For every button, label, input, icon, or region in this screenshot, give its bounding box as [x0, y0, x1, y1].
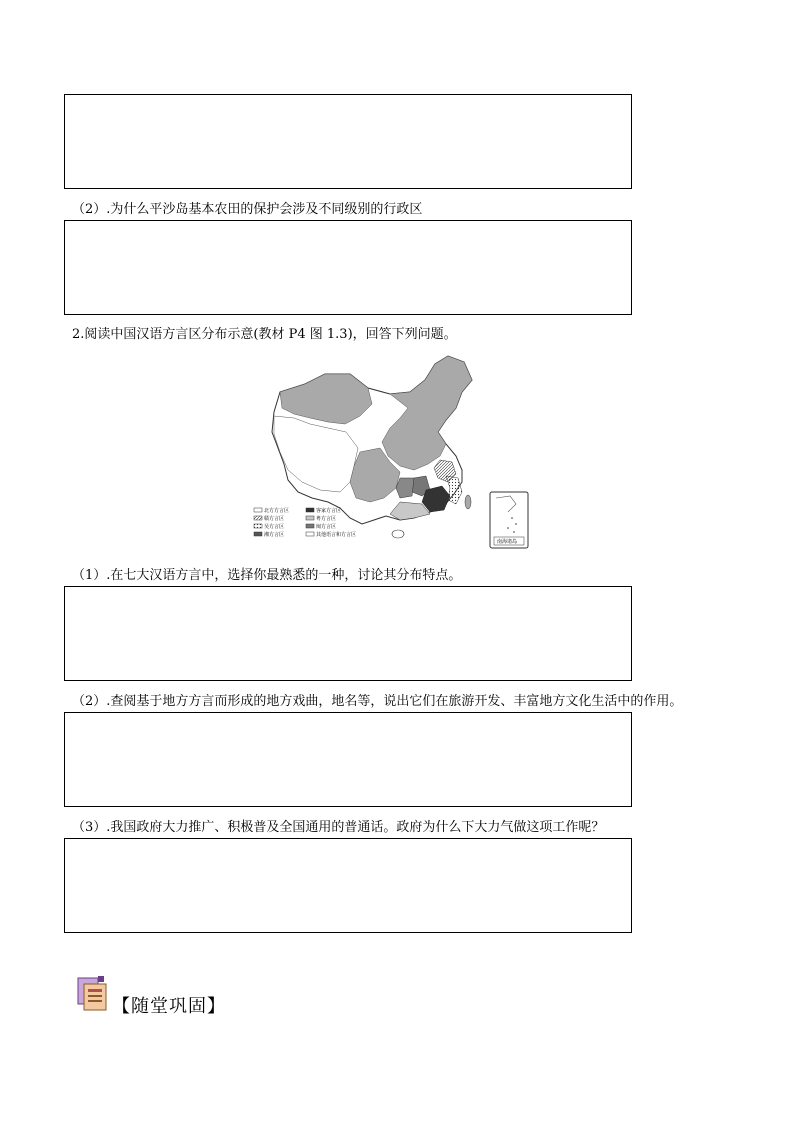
answer-box-1[interactable]: [64, 94, 632, 189]
legend-label-6: 闽方言区: [316, 524, 337, 530]
question-2-intro: 2.阅读中国汉语方言区分布示意(教材 P4 图 1.3)，回答下列问题。: [72, 327, 457, 342]
answer-box-2[interactable]: [64, 220, 632, 315]
china-dialect-map: [250, 352, 534, 552]
hainan-island: [392, 530, 404, 538]
legend-label-2: 客家方言区: [316, 508, 342, 514]
xiang-dialect-area: [396, 478, 414, 498]
south-china-sea-inset: [490, 492, 528, 548]
inset-label: 南海诸岛: [497, 539, 518, 545]
section-title: 【随堂巩固】: [112, 996, 226, 1017]
question-2-3: （3）.我国政府大力推广、积极普及全国通用的普通话。政府为什么下大力气做这项工作呢？: [72, 820, 605, 835]
legend-label-4: 粤方言区: [316, 516, 337, 522]
dialect-map-figure: [250, 352, 534, 552]
question-2-2: （2）.查阅基于地方方言而形成的地方戏曲，地名等，说出它们在旅游开发、丰富地方文化生活中的作用。: [72, 694, 683, 709]
answer-box-4[interactable]: [64, 712, 632, 807]
question-1-2: （2）.为什么平沙岛基本农田的保护会涉及不同级别的行政区: [72, 202, 423, 217]
legend-label-5: 吴方言区: [264, 524, 285, 530]
answer-box-3[interactable]: [64, 586, 632, 681]
answer-box-5[interactable]: [64, 838, 632, 933]
taiwan-island: [465, 495, 471, 509]
legend-label-8: 其他语言和方言区: [316, 532, 357, 538]
map-legend: [254, 507, 356, 538]
legend-label-1: 北方方言区: [264, 508, 290, 514]
question-2-1: （1）.在七大汉语方言中，选择你最熟悉的一种，讨论其分布特点。: [72, 568, 462, 583]
legend-label-3: 赣方言区: [264, 516, 285, 522]
document-stack-icon: [76, 976, 110, 1012]
legend-label-7: 湘方言区: [264, 532, 285, 538]
